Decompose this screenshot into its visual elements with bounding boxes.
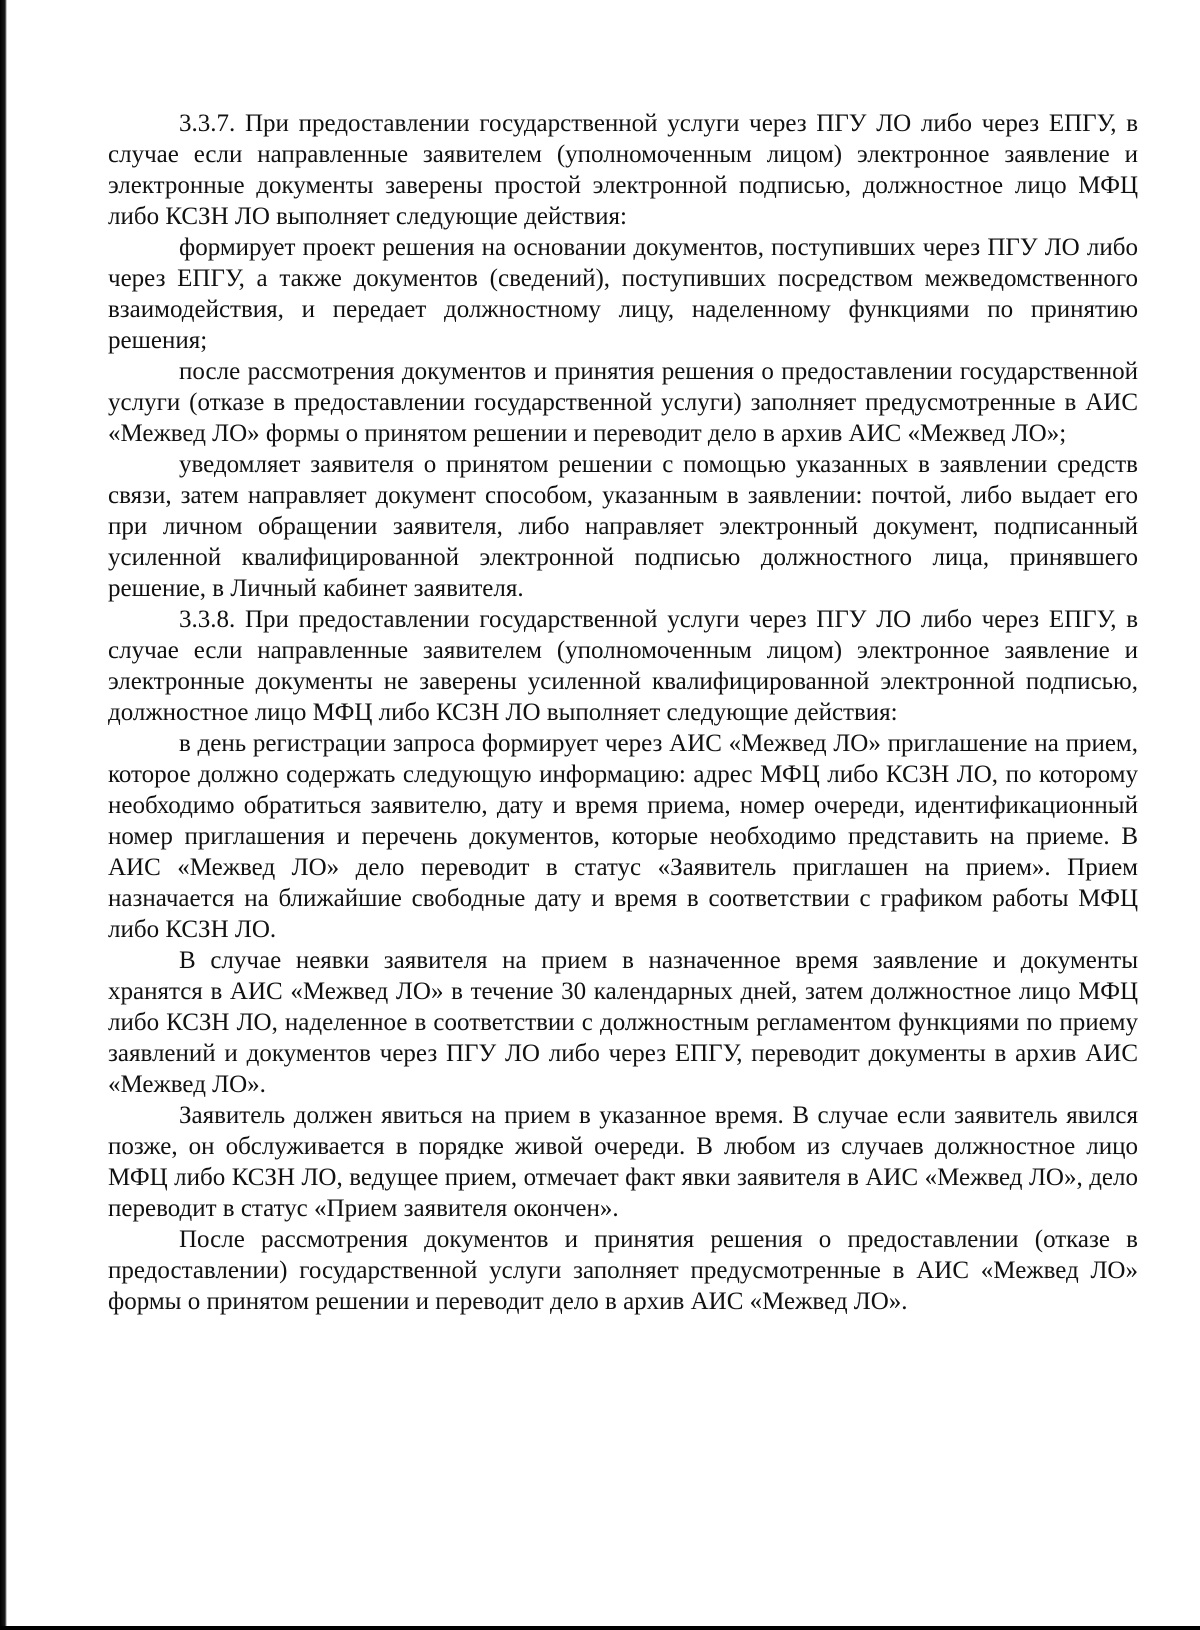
paragraph-appointment: Заявитель должен явиться на прием в указанное время. В случае если заявитель явился позже, он обслуживается в порядке живой очереди. В любом из случаев должностное лицо МФЦ либо КСЗН ЛО, ведущее прием, отмечает факт явки заявителя в АИС «Межвед ЛО», дело переводит в статус «Прием заявителя окончен». [108, 1102, 1138, 1222]
paragraph-final-decision: После рассмотрения документов и принятия решения о предоставлении (отказе в предоставлении) государственной услуги заполняет предусмотренные в АИС «Межвед ЛО» формы о принятом решении и переводит дело в архив АИС «Межвед ЛО». [108, 1226, 1138, 1315]
paragraph-draft-decision: формирует проект решения на основании документов, поступивших через ПГУ ЛО либо через ЕПГУ, а также документов (сведений), поступивших посредством межведомственного взаимодействия, и передает должностному лицу, наделенному функциями по принятию решения; [108, 234, 1138, 354]
paragraph-3-3-8: 3.3.8. При предоставлении государственной услуги через ПГУ ЛО либо через ЕПГУ, в случае если направленные заявителем (уполномоченным лицом) электронное заявление и электронные документы не заверены усиленной квалифицированной электронной подписью, должностное лицо МФЦ либо КСЗН ЛО выполняет следующие действия: [108, 606, 1138, 726]
paragraph-3-3-7: 3.3.7. При предоставлении государственной услуги через ПГУ ЛО либо через ЕПГУ, в случае если направленные заявителем (уполномоченным лицом) электронное заявление и электронные документы заверены простой электронной подписью, должностное лицо МФЦ либо КСЗН ЛО выполняет следующие действия: [108, 110, 1138, 230]
paragraph-after-review: после рассмотрения документов и принятия решения о предоставлении государственной услуги (отказе в предоставлении государственной услуги) заполняет предусмотренные в АИС «Межвед ЛО» формы о принятом решении и переводит дело в архив АИС «Межвед ЛО»; [108, 358, 1138, 447]
paragraph-notify-applicant: уведомляет заявителя о принятом решении с помощью указанных в заявлении средств связи, затем направляет документ способом, указанным в заявлении: почтой, либо выдает его при личном обращении заявителя, либо направляет электронный документ, подписанный усиленной квалифицированной электронной подписью должностного лица, принявшего решение, в Личный кабинет заявителя. [108, 451, 1138, 602]
scan-edge-left [0, 0, 7, 1630]
paragraph-invitation: в день регистрации запроса формирует через АИС «Межвед ЛО» приглашение на прием, которое должно содержать следующую информацию: адрес МФЦ либо КСЗН ЛО, по которому необходимо обратиться заявителю, дату и время приема, номер очереди, идентификационный номер приглашения и перечень документов, которые необходимо представить на приеме. В АИС «Межвед ЛО» дело переводит в статус «Заявитель приглашен на прием». Прием назначается на ближайшие свободные дату и время в соответствии с графиком работы МФЦ либо КСЗН ЛО. [108, 730, 1138, 943]
paragraph-no-show: В случае неявки заявителя на прием в назначенное время заявление и документы хранятся в АИС «Межвед ЛО» в течение 30 календарных дней, затем должностное лицо МФЦ либо КСЗН ЛО, наделенное в соответствии с должностным регламентом функциями по приему заявлений и документов через ПГУ ЛО либо через ЕПГУ, переводит документы в архив АИС «Межвед ЛО». [108, 947, 1138, 1098]
scan-edge-bottom [0, 1626, 1200, 1630]
document-body [108, 108, 1138, 1317]
